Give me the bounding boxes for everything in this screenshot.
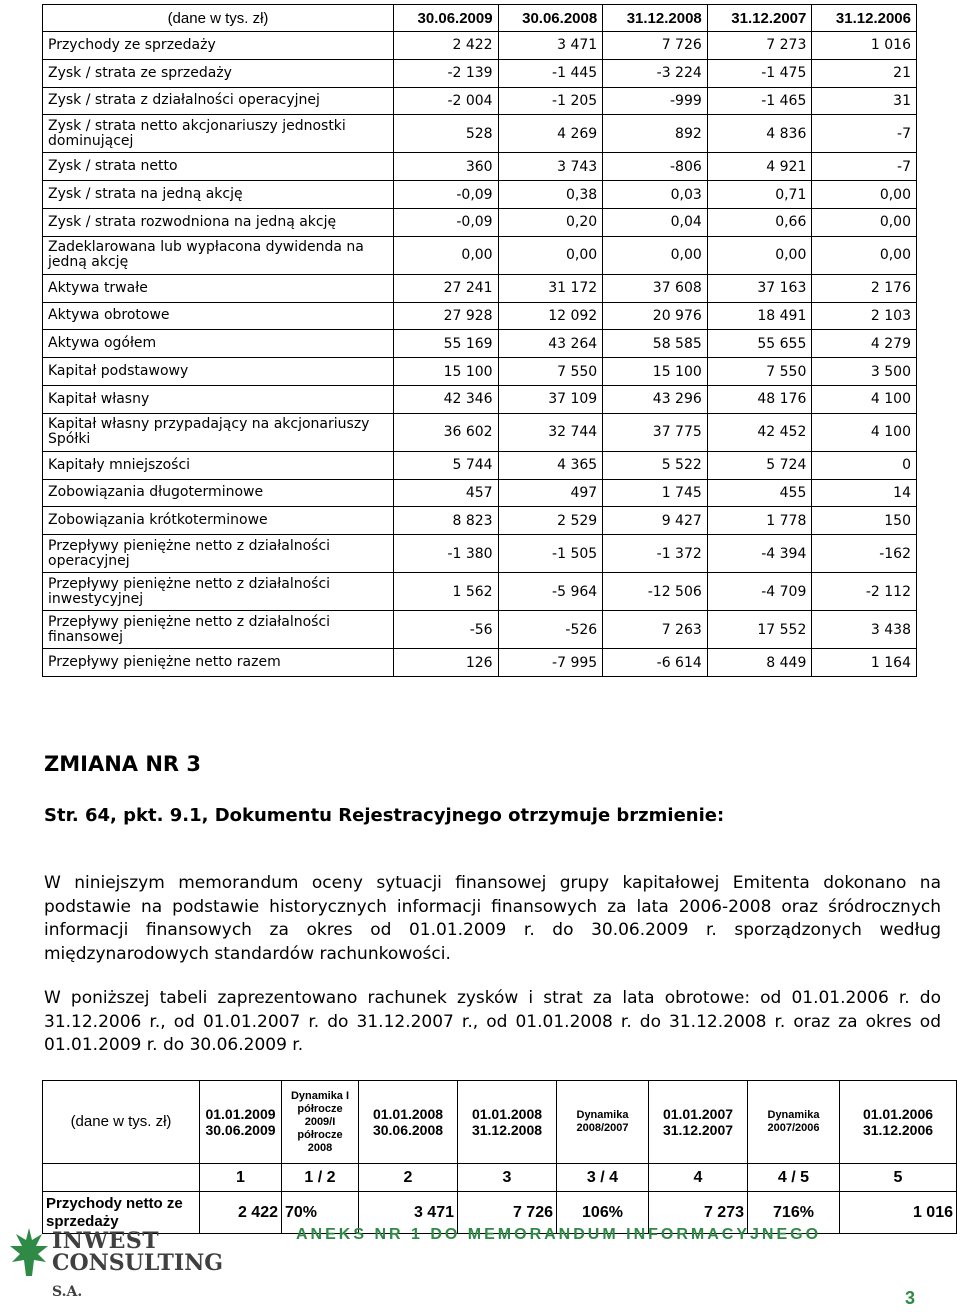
value-cell: 42 346: [394, 385, 499, 413]
value-cell: -806: [603, 153, 708, 181]
paragraph-table-intro: W poniższej tabeli zaprezentowano rachunek zysków i strat za lata obrotowe: od 01.01.2006 r. do 31.12.2006 r., od 01.01.2007 r. do 31.12.2007 r., od 01.01.2008 r. do 31.12.2008 r. oraz za okres od 01.01.2009 r. do 30.06.2009 r.: [44, 988, 941, 1055]
value-cell: 70%: [282, 1192, 359, 1234]
value-cell: 37 163: [707, 274, 812, 302]
value-cell: 58 585: [603, 330, 708, 358]
value-cell: 0,71: [707, 181, 812, 209]
table-row: [43, 358, 917, 386]
value-cell: -1 475: [707, 59, 812, 87]
value-cell: 8 449: [707, 649, 812, 677]
value-cell: -7 995: [498, 649, 603, 677]
value-cell: 2 103: [812, 302, 917, 330]
table-row: [43, 649, 917, 677]
value-cell: 7 726: [603, 32, 708, 60]
value-cell: 43 264: [498, 330, 603, 358]
value-cell: -6 614: [603, 649, 708, 677]
page-number: 3: [905, 1288, 916, 1308]
value-cell: -1 505: [498, 535, 603, 573]
value-cell: 0,00: [603, 236, 708, 274]
value-cell: 21: [812, 59, 917, 87]
value-cell: -162: [812, 535, 917, 573]
logo-text-line1: INWEST: [52, 1228, 160, 1254]
value-cell: 3 471: [498, 32, 603, 60]
row-label: Kapitał własny: [43, 385, 394, 413]
dynamics-col-header: 01.01.2007 31.12.2007: [649, 1081, 748, 1164]
table-row: [43, 479, 917, 507]
value-cell: 12 092: [498, 302, 603, 330]
value-cell: 716%: [748, 1192, 840, 1234]
table-row: [43, 413, 917, 451]
table-row: [43, 385, 917, 413]
table-row: [43, 274, 917, 302]
value-cell: 4 921: [707, 153, 812, 181]
row-label: Przepływy pieniężne netto z działalności inwestycyjnej: [43, 573, 394, 611]
table-row: [43, 451, 917, 479]
dynamics-col-header: 01.01.2006 31.12.2006: [840, 1081, 957, 1164]
summary-table-header-row: [43, 5, 917, 32]
row-label: Aktywa trwałe: [43, 274, 394, 302]
dynamics-table: [42, 1080, 957, 1234]
table-row: [43, 573, 917, 611]
row-label: Przepływy pieniężne netto razem: [43, 649, 394, 677]
value-cell: 3 438: [812, 611, 917, 649]
value-cell: -2 004: [394, 87, 499, 115]
row-label: Zobowiązania krótkoterminowe: [43, 507, 394, 535]
value-cell: -1 372: [603, 535, 708, 573]
value-cell: 0,04: [603, 208, 708, 236]
value-cell: 37 109: [498, 385, 603, 413]
index-cell: 1 / 2: [282, 1164, 359, 1192]
value-cell: 1 016: [840, 1192, 957, 1234]
row-label: Kapitał podstawowy: [43, 358, 394, 386]
table-row: [43, 59, 917, 87]
value-cell: 0,00: [812, 208, 917, 236]
date-header: 30.06.2009: [394, 5, 499, 32]
value-cell: 36 602: [394, 413, 499, 451]
value-cell: -1 445: [498, 59, 603, 87]
index-cell: 3 / 4: [557, 1164, 649, 1192]
value-cell: -999: [603, 87, 708, 115]
value-cell: 32 744: [498, 413, 603, 451]
value-cell: 4 100: [812, 385, 917, 413]
logo-text-suffix: S.A.: [52, 1284, 83, 1300]
summary-table-body: [43, 32, 917, 677]
value-cell: 27 241: [394, 274, 499, 302]
value-cell: 7 726: [458, 1192, 557, 1234]
value-cell: 18 491: [707, 302, 812, 330]
logo-text-line2: [52, 1250, 228, 1302]
table-row: [43, 153, 917, 181]
index-cell: 3: [458, 1164, 557, 1192]
table-row: [43, 32, 917, 60]
change-subheading: Str. 64, pkt. 9.1, Dokumentu Rejestracyjnego otrzymuje brzmienie:: [44, 805, 725, 826]
row-label: Zadeklarowana lub wypłacona dywidenda na jedną akcję: [43, 236, 394, 274]
dynamics-col-header: Dynamika 2008/2007: [557, 1081, 649, 1164]
value-cell: 27 928: [394, 302, 499, 330]
row-label: Zysk / strata netto akcjonariuszy jednostki dominującej: [43, 115, 394, 153]
value-cell: -0,09: [394, 208, 499, 236]
row-label: Kapitał własny przypadający na akcjonariuszy Spółki: [43, 413, 394, 451]
value-cell: 55 655: [707, 330, 812, 358]
date-header: 31.12.2007: [707, 5, 812, 32]
value-cell: 0,66: [707, 208, 812, 236]
value-cell: -56: [394, 611, 499, 649]
dynamics-col-header: Dynamika I półrocze 2009/I półrocze 2008: [282, 1081, 359, 1164]
value-cell: 2 422: [394, 32, 499, 60]
row-label: Zysk / strata z działalności operacyjnej: [43, 87, 394, 115]
value-cell: 3 743: [498, 153, 603, 181]
value-cell: 48 176: [707, 385, 812, 413]
value-cell: -7: [812, 153, 917, 181]
value-cell: 457: [394, 479, 499, 507]
value-cell: 7 263: [603, 611, 708, 649]
value-cell: 15 100: [603, 358, 708, 386]
value-cell: -526: [498, 611, 603, 649]
value-cell: 1 164: [812, 649, 917, 677]
value-cell: 0,00: [812, 181, 917, 209]
value-cell: 7 550: [707, 358, 812, 386]
row-label: Zysk / strata ze sprzedaży: [43, 59, 394, 87]
value-cell: 7 550: [498, 358, 603, 386]
date-header: 31.12.2008: [603, 5, 708, 32]
value-cell: -7: [812, 115, 917, 153]
table-row: [43, 181, 917, 209]
value-cell: 0,20: [498, 208, 603, 236]
value-cell: 0: [812, 451, 917, 479]
dynamics-unit-label: (dane w tys. zł): [43, 1081, 200, 1164]
value-cell: 17 552: [707, 611, 812, 649]
value-cell: -1 465: [707, 87, 812, 115]
value-cell: 8 823: [394, 507, 499, 535]
dynamics-col-header: Dynamika 2007/2006: [748, 1081, 840, 1164]
row-label: Przychody ze sprzedaży: [43, 32, 394, 60]
index-cell: 4: [649, 1164, 748, 1192]
table-row: [43, 611, 917, 649]
paragraph-methodology: W niniejszym memorandum oceny sytuacji finansowej grupy kapitałowej Emitenta dokonano na podstawie na podstawie historycznych informacji finansowych za lata 2006-2008 oraz śródrocznych informacji finansowych za okres od 01.01.2009 r. do 30.06.2009 r. sporządzonych według międzynarodowych standardów rachunkowości.: [44, 873, 941, 964]
table-row: [43, 236, 917, 274]
value-cell: 14: [812, 479, 917, 507]
value-cell: -1 380: [394, 535, 499, 573]
row-label: Kapitały mniejszości: [43, 451, 394, 479]
value-cell: 15 100: [394, 358, 499, 386]
row-label: Aktywa obrotowe: [43, 302, 394, 330]
row-label: Aktywa ogółem: [43, 330, 394, 358]
dynamics-col-header: 01.01.2009 30.06.2009: [200, 1081, 282, 1164]
row-label: Przepływy pieniężne netto z działalności finansowej: [43, 611, 394, 649]
index-cell: 2: [359, 1164, 458, 1192]
summary-financial-table: [42, 4, 917, 677]
date-header: 31.12.2006: [812, 5, 917, 32]
value-cell: 0,03: [603, 181, 708, 209]
value-cell: 5 522: [603, 451, 708, 479]
empty-cell: [43, 1164, 200, 1192]
value-cell: 37 608: [603, 274, 708, 302]
value-cell: 9 427: [603, 507, 708, 535]
table-row: [43, 535, 917, 573]
value-cell: 1 745: [603, 479, 708, 507]
value-cell: 0,00: [812, 236, 917, 274]
value-cell: -1 205: [498, 87, 603, 115]
value-cell: 3 471: [359, 1192, 458, 1234]
value-cell: -2 139: [394, 59, 499, 87]
dynamics-col-header: 01.01.2008 31.12.2008: [458, 1081, 557, 1164]
dynamics-header-row: [43, 1081, 957, 1164]
value-cell: 0,00: [707, 236, 812, 274]
value-cell: -12 506: [603, 573, 708, 611]
value-cell: 0,00: [394, 236, 499, 274]
company-logo: [8, 1224, 228, 1300]
value-cell: 3 500: [812, 358, 917, 386]
value-cell: 150: [812, 507, 917, 535]
logo-text-consulting: CONSULTING: [52, 1250, 224, 1276]
value-cell: 55 169: [394, 330, 499, 358]
table-row: [43, 208, 917, 236]
value-cell: 43 296: [603, 385, 708, 413]
value-cell: 0,38: [498, 181, 603, 209]
index-cell: 1: [200, 1164, 282, 1192]
row-label: Przepływy pieniężne netto z działalności operacyjnej: [43, 535, 394, 573]
table-row: [43, 302, 917, 330]
value-cell: 4 279: [812, 330, 917, 358]
value-cell: 892: [603, 115, 708, 153]
value-cell: 360: [394, 153, 499, 181]
value-cell: 2 422: [200, 1192, 282, 1234]
footer-title: ANEKS NR 1 DO MEMORANDUM INFORMACYJNEGO: [296, 1226, 822, 1243]
value-cell: 4 100: [812, 413, 917, 451]
value-cell: 528: [394, 115, 499, 153]
value-cell: 37 775: [603, 413, 708, 451]
value-cell: -4 709: [707, 573, 812, 611]
value-cell: 1 778: [707, 507, 812, 535]
row-label: Zysk / strata na jedną akcję: [43, 181, 394, 209]
value-cell: 42 452: [707, 413, 812, 451]
value-cell: 4 365: [498, 451, 603, 479]
value-cell: -2 112: [812, 573, 917, 611]
value-cell: 4 269: [498, 115, 603, 153]
value-cell: 7 273: [649, 1192, 748, 1234]
value-cell: 126: [394, 649, 499, 677]
value-cell: -5 964: [498, 573, 603, 611]
table-row: [43, 507, 917, 535]
value-cell: 31 172: [498, 274, 603, 302]
value-cell: 497: [498, 479, 603, 507]
row-label: Zobowiązania długoterminowe: [43, 479, 394, 507]
change-heading: ZMIANA NR 3: [44, 752, 201, 776]
row-label: Zysk / strata netto: [43, 153, 394, 181]
table-row: [43, 330, 917, 358]
value-cell: 5 724: [707, 451, 812, 479]
table-row: [43, 87, 917, 115]
unit-label: (dane w tys. zł): [43, 5, 394, 32]
value-cell: 106%: [557, 1192, 649, 1234]
date-header: 30.06.2008: [498, 5, 603, 32]
value-cell: -0,09: [394, 181, 499, 209]
value-cell: 31: [812, 87, 917, 115]
value-cell: 20 976: [603, 302, 708, 330]
table-row: [43, 115, 917, 153]
row-label: Przychody netto ze sprzedaży: [43, 1192, 200, 1234]
value-cell: 5 744: [394, 451, 499, 479]
index-cell: 5: [840, 1164, 957, 1192]
dynamics-col-header: 01.01.2008 30.06.2008: [359, 1081, 458, 1164]
row-label: Zysk / strata rozwodniona na jedną akcję: [43, 208, 394, 236]
index-cell: 4 / 5: [748, 1164, 840, 1192]
value-cell: 455: [707, 479, 812, 507]
value-cell: 1 016: [812, 32, 917, 60]
tree-logo-icon: [8, 1224, 50, 1280]
value-cell: 0,00: [498, 236, 603, 274]
value-cell: 2 529: [498, 507, 603, 535]
value-cell: -3 224: [603, 59, 708, 87]
value-cell: -4 394: [707, 535, 812, 573]
value-cell: 7 273: [707, 32, 812, 60]
dynamics-index-row: [43, 1164, 957, 1192]
value-cell: 4 836: [707, 115, 812, 153]
value-cell: 2 176: [812, 274, 917, 302]
value-cell: 1 562: [394, 573, 499, 611]
